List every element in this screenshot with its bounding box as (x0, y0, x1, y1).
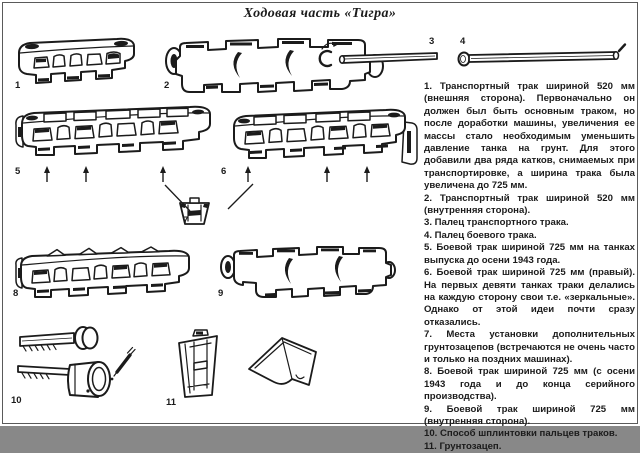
figure-label-10: 10 (11, 395, 22, 406)
legend-text (424, 81, 635, 453)
figure-battle-track-inner (219, 243, 397, 310)
figure-label-6: 6 (221, 166, 227, 177)
figure-label-3: 3 (429, 36, 435, 47)
figure-grouser-location (176, 196, 214, 233)
legend-item-5: 5. Боевой трак шириной 725 мм на танках выпуска до осени 1943 года. (424, 242, 635, 266)
battle-pin-drawing (456, 42, 626, 72)
transport-track-outer-drawing (10, 35, 142, 93)
figure-battle-track-right (226, 105, 424, 182)
grouser-location-drawing (176, 196, 214, 228)
legend-item-3: 3. Палец транспортного трака. (424, 217, 569, 229)
figure-label-8: 8 (13, 288, 19, 299)
battle-track-inner-drawing (219, 243, 397, 305)
legend-item-2: 2. Транспортный трак шириной 520 мм (внутренняя сторона). (424, 192, 635, 217)
legend-item-10: 10. Способ шплинтовки пальцев траков. (424, 428, 618, 440)
figure-battle-track-late (13, 246, 193, 313)
figure-transport-track-outer (10, 35, 142, 98)
figure-label-2: 2 (164, 80, 170, 91)
legend-item-4: 4. Палец боевого трака. (424, 229, 537, 241)
figure-label-5: 5 (15, 166, 21, 177)
figure-grouser (163, 327, 338, 414)
figure-label-7: 7 (183, 215, 189, 226)
figure-label-11: 11 (166, 397, 177, 408)
pin-splinting-drawing (18, 325, 143, 405)
figure-battle-track-pin (456, 42, 626, 77)
legend-item-6: 6. Боевой трак шириной 725 мм (правый). На первых девяти танках траки делались на каждую сторону свои т.е. «зеркальные». Однако от этой идеи почти сразу отказались. (424, 267, 635, 328)
legend-item-9: 9. Боевой трак шириной 725 мм (внутренняя сторона). (424, 403, 635, 427)
figure-pin-splinting (18, 325, 143, 410)
legend-item-1: 1. Транспортный трак шириной 520 мм (внешняя сторона). Первоначально он должен был быть основным траком, но после доработки машины, увеличения ее массы стало необходимым уменьшить давление танка на грунт. Для этого добавили два ряда катков, снимаемых при транспортировке, а ширина трака была увеличена до 725 мм. (424, 81, 635, 192)
figure-label-1: 1 (15, 80, 21, 91)
grouser-drawing (163, 327, 338, 409)
page-title: Ходовая часть «Тигра» (243, 6, 397, 21)
legend-item-7: 7. Места установки дополнительных грунтозацепов (встречаются не очень часто и только на поздних машинах). (424, 329, 635, 365)
figure-battle-track-early (12, 103, 216, 172)
legend-item-8: 8. Боевой трак шириной 725 мм (с осени 1943 года и до конца серийного производства). (424, 366, 635, 403)
figure-transport-track-pin (318, 40, 443, 79)
figure-label-9: 9 (218, 288, 224, 299)
battle-track-early-drawing (12, 103, 216, 167)
legend-item-11: 11. Грунтозацеп. (424, 440, 502, 452)
figure-label-4: 4 (460, 36, 466, 47)
battle-track-right-drawing (226, 105, 424, 177)
battle-track-late-drawing (13, 246, 193, 308)
transport-pin-drawing (318, 40, 443, 74)
